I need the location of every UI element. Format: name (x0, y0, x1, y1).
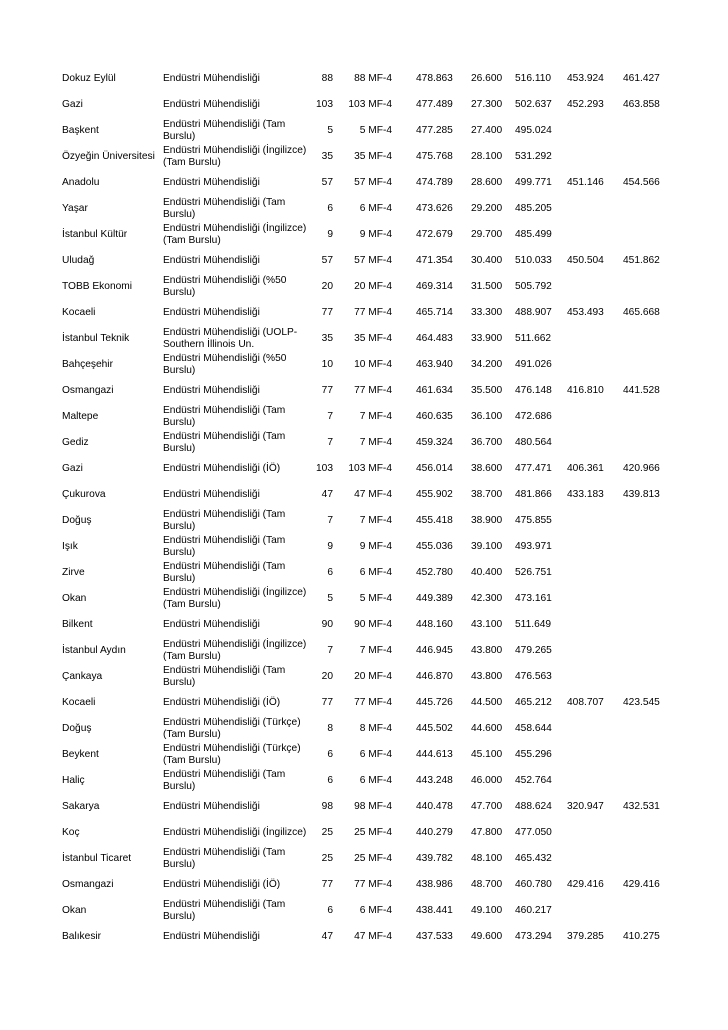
table-row (0, 794, 728, 820)
max-score-cell: 502.637 (515, 99, 552, 110)
table-row (0, 846, 728, 872)
max-score-cell: 476.563 (515, 671, 552, 682)
quota-cell: 6 (327, 905, 333, 916)
rank-cell: 43.800 (471, 645, 503, 656)
score-cell: 469.314 (416, 281, 453, 292)
quota-cell: 57 (321, 255, 333, 266)
score-b-cell: 465.668 (623, 307, 660, 318)
university-cell: Bahçeşehir (62, 359, 113, 370)
score-b-cell: 461.427 (623, 73, 660, 84)
score-b-cell: 441.528 (623, 385, 660, 396)
table-row (0, 560, 728, 586)
max-score-cell: 511.662 (515, 333, 552, 344)
quota-cell: 25 (321, 827, 333, 838)
university-cell: İstanbul Ticaret (62, 853, 132, 864)
score-b-cell: 420.966 (623, 463, 660, 474)
max-score-cell: 511.649 (515, 619, 552, 630)
program-cell: Endüstri Mühendisliği (Tam Burslu) (163, 509, 286, 532)
max-score-cell: 465.212 (515, 697, 552, 708)
rank-cell: 44.500 (471, 697, 503, 708)
score-b-cell: 454.566 (623, 177, 660, 188)
program-cell: Endüstri Mühendisliği (Tam Burslu) (163, 561, 286, 584)
quota-cell: 7 (327, 515, 333, 526)
max-score-cell: 493.971 (515, 541, 552, 552)
quota-type-cell: 9 MF-4 (359, 229, 392, 240)
program-cell: Endüstri Mühendisliği (Tam Burslu) (163, 119, 286, 142)
quota-type-cell: 57 MF-4 (354, 255, 392, 266)
program-cell: Endüstri Mühendisliği (163, 801, 260, 812)
max-score-cell: 452.764 (515, 775, 552, 786)
table-row (0, 274, 728, 300)
score-b-cell: 423.545 (623, 697, 660, 708)
quota-cell: 77 (321, 697, 333, 708)
quota-type-cell: 103 MF-4 (348, 463, 392, 474)
score-cell: 438.986 (416, 879, 453, 890)
rank-cell: 48.700 (471, 879, 503, 890)
university-cell: Balıkesir (62, 931, 102, 942)
quota-type-cell: 25 MF-4 (354, 853, 392, 864)
max-score-cell: 472.686 (515, 411, 552, 422)
quota-cell: 35 (321, 333, 333, 344)
program-cell: Endüstri Mühendisliği (Tam Burslu) (163, 197, 286, 220)
rank-cell: 36.100 (471, 411, 503, 422)
max-score-cell: 477.050 (515, 827, 552, 838)
university-cell: Osmangazi (62, 879, 114, 890)
score-cell: 446.870 (416, 671, 453, 682)
score-cell: 456.014 (416, 463, 453, 474)
max-score-cell: 458.644 (515, 723, 552, 734)
table-row (0, 118, 728, 144)
max-score-cell: 499.771 (515, 177, 552, 188)
table-row (0, 144, 728, 170)
quota-cell: 25 (321, 853, 333, 864)
program-cell: Endüstri Mühendisliği (Türkçe) (Tam Burslu) (163, 717, 301, 740)
table-row (0, 612, 728, 638)
score-b-cell: 432.531 (623, 801, 660, 812)
table-row (0, 456, 728, 482)
program-cell: Endüstri Mühendisliği (163, 73, 260, 84)
rank-cell: 38.600 (471, 463, 503, 474)
quota-type-cell: 77 MF-4 (354, 879, 392, 890)
rank-cell: 31.500 (471, 281, 503, 292)
quota-cell: 103 (316, 463, 333, 474)
university-cell: Zirve (62, 567, 85, 578)
score-b-cell: 439.813 (623, 489, 660, 500)
quota-cell: 7 (327, 411, 333, 422)
rank-cell: 43.800 (471, 671, 503, 682)
score-cell: 448.160 (416, 619, 453, 630)
quota-type-cell: 5 MF-4 (359, 593, 392, 604)
table-row (0, 300, 728, 326)
table-row (0, 508, 728, 534)
quota-type-cell: 20 MF-4 (354, 671, 392, 682)
university-cell: Kocaeli (62, 697, 96, 708)
program-cell: Endüstri Mühendisliği (UOLP-Southern İllinois Un. (163, 327, 298, 350)
university-cell: Beykent (62, 749, 99, 760)
max-score-cell: 510.033 (515, 255, 552, 266)
quota-type-cell: 57 MF-4 (354, 177, 392, 188)
rank-cell: 44.600 (471, 723, 503, 734)
university-cell: Osmangazi (62, 385, 114, 396)
table-row (0, 898, 728, 924)
table-row (0, 716, 728, 742)
table-row (0, 66, 728, 92)
table-row (0, 196, 728, 222)
program-cell: Endüstri Mühendisliği (Tam Burslu) (163, 405, 286, 428)
quota-type-cell: 98 MF-4 (354, 801, 392, 812)
max-score-cell: 526.751 (515, 567, 552, 578)
score-cell: 464.483 (416, 333, 453, 344)
score-cell: 439.782 (416, 853, 453, 864)
table-row (0, 248, 728, 274)
score-a-cell: 453.924 (567, 73, 604, 84)
table-row (0, 586, 728, 612)
table-row (0, 430, 728, 456)
rank-cell: 39.100 (471, 541, 503, 552)
program-cell: Endüstri Mühendisliği (163, 255, 260, 266)
program-cell: Endüstri Mühendisliği (Tam Burslu) (163, 665, 286, 688)
table-row (0, 378, 728, 404)
program-cell: Endüstri Mühendisliği (İngilizce) (Tam Burslu) (163, 223, 307, 246)
quota-type-cell: 90 MF-4 (354, 619, 392, 630)
score-cell: 444.613 (416, 749, 453, 760)
quota-cell: 9 (327, 229, 333, 240)
quota-type-cell: 103 MF-4 (348, 99, 392, 110)
quota-cell: 6 (327, 567, 333, 578)
quota-type-cell: 35 MF-4 (354, 151, 392, 162)
score-cell: 445.502 (416, 723, 453, 734)
score-cell: 472.679 (416, 229, 453, 240)
score-b-cell: 429.416 (623, 879, 660, 890)
score-a-cell: 451.146 (567, 177, 604, 188)
score-b-cell: 410.275 (623, 931, 660, 942)
university-cell: Koç (62, 827, 80, 838)
university-cell: Uludağ (62, 255, 95, 266)
score-a-cell: 453.493 (567, 307, 604, 318)
rank-cell: 38.900 (471, 515, 503, 526)
rank-cell: 38.700 (471, 489, 503, 500)
rank-cell: 49.600 (471, 931, 503, 942)
max-score-cell: 485.205 (515, 203, 552, 214)
score-cell: 452.780 (416, 567, 453, 578)
table-row (0, 482, 728, 508)
table-row (0, 222, 728, 248)
rank-cell: 28.600 (471, 177, 503, 188)
score-a-cell: 379.285 (567, 931, 604, 942)
max-score-cell: 476.148 (515, 385, 552, 396)
program-cell: Endüstri Mühendisliği (Tam Burslu) (163, 899, 286, 922)
quota-cell: 10 (321, 359, 333, 370)
quota-type-cell: 7 MF-4 (359, 411, 392, 422)
quota-cell: 98 (321, 801, 333, 812)
table-row (0, 664, 728, 690)
max-score-cell: 488.907 (515, 307, 552, 318)
quota-type-cell: 7 MF-4 (359, 515, 392, 526)
max-score-cell: 479.265 (515, 645, 552, 656)
program-cell: Endüstri Mühendisliği (163, 385, 260, 396)
program-cell: Endüstri Mühendisliği (Tam Burslu) (163, 431, 286, 454)
max-score-cell: 480.564 (515, 437, 552, 448)
quota-cell: 47 (321, 489, 333, 500)
rank-cell: 48.100 (471, 853, 503, 864)
rank-cell: 34.200 (471, 359, 503, 370)
university-cell: İstanbul Aydın (62, 645, 126, 656)
score-a-cell: 450.504 (567, 255, 604, 266)
score-cell: 471.354 (416, 255, 453, 266)
rank-cell: 36.700 (471, 437, 503, 448)
quota-cell: 35 (321, 151, 333, 162)
score-b-cell: 463.858 (623, 99, 660, 110)
table-row (0, 820, 728, 846)
score-cell: 474.789 (416, 177, 453, 188)
max-score-cell: 455.296 (515, 749, 552, 760)
rank-cell: 40.400 (471, 567, 503, 578)
university-cell: Doğuş (62, 515, 92, 526)
university-cell: Gazi (62, 463, 83, 474)
quota-cell: 8 (327, 723, 333, 734)
university-cell: Dokuz Eylül (62, 73, 116, 84)
score-a-cell: 433.183 (567, 489, 604, 500)
program-cell: Endüstri Mühendisliği (Türkçe) (Tam Burslu) (163, 743, 301, 766)
score-cell: 478.863 (416, 73, 453, 84)
program-cell: Endüstri Mühendisliği (163, 99, 260, 110)
score-cell: 449.389 (416, 593, 453, 604)
quota-cell: 77 (321, 385, 333, 396)
quota-cell: 6 (327, 749, 333, 760)
quota-type-cell: 10 MF-4 (354, 359, 392, 370)
quota-cell: 57 (321, 177, 333, 188)
table-row (0, 326, 728, 352)
quota-cell: 9 (327, 541, 333, 552)
table-row (0, 690, 728, 716)
max-score-cell: 485.499 (515, 229, 552, 240)
program-cell: Endüstri Mühendisliği (163, 177, 260, 188)
program-cell: Endüstri Mühendisliği (İngilizce) (163, 827, 307, 838)
program-cell: Endüstri Mühendisliği (İÖ) (163, 463, 281, 474)
program-cell: Endüstri Mühendisliği (İÖ) (163, 879, 281, 890)
university-cell: Işık (62, 541, 78, 552)
quota-type-cell: 7 MF-4 (359, 645, 392, 656)
table-row (0, 638, 728, 664)
quota-type-cell: 35 MF-4 (354, 333, 392, 344)
rank-cell: 49.100 (471, 905, 503, 916)
score-cell: 477.489 (416, 99, 453, 110)
program-cell: Endüstri Mühendisliği (Tam Burslu) (163, 769, 286, 792)
table-row (0, 924, 728, 950)
program-cell: Endüstri Mühendisliği (163, 489, 260, 500)
quota-type-cell: 88 MF-4 (354, 73, 392, 84)
quota-type-cell: 77 MF-4 (354, 697, 392, 708)
quota-cell: 88 (321, 73, 333, 84)
rank-cell: 29.200 (471, 203, 503, 214)
quota-type-cell: 6 MF-4 (359, 567, 392, 578)
score-cell: 440.478 (416, 801, 453, 812)
rank-cell: 43.100 (471, 619, 503, 630)
quota-type-cell: 8 MF-4 (359, 723, 392, 734)
max-score-cell: 491.026 (515, 359, 552, 370)
score-cell: 460.635 (416, 411, 453, 422)
quota-type-cell: 25 MF-4 (354, 827, 392, 838)
quota-type-cell: 47 MF-4 (354, 489, 392, 500)
table-row (0, 92, 728, 118)
program-cell: Endüstri Mühendisliği (Tam Burslu) (163, 535, 286, 558)
university-cell: Kocaeli (62, 307, 96, 318)
university-cell: Gediz (62, 437, 89, 448)
quota-cell: 90 (321, 619, 333, 630)
quota-cell: 103 (316, 99, 333, 110)
university-cell: Okan (62, 905, 87, 916)
quota-type-cell: 5 MF-4 (359, 125, 392, 136)
max-score-cell: 460.217 (515, 905, 552, 916)
rank-cell: 42.300 (471, 593, 503, 604)
rank-cell: 30.400 (471, 255, 503, 266)
quota-type-cell: 6 MF-4 (359, 905, 392, 916)
max-score-cell: 475.855 (515, 515, 552, 526)
quota-type-cell: 77 MF-4 (354, 307, 392, 318)
rank-cell: 27.300 (471, 99, 503, 110)
quota-type-cell: 6 MF-4 (359, 775, 392, 786)
score-cell: 455.902 (416, 489, 453, 500)
quota-cell: 7 (327, 645, 333, 656)
score-cell: 473.626 (416, 203, 453, 214)
rank-cell: 26.600 (471, 73, 503, 84)
program-cell: Endüstri Mühendisliği (Tam Burslu) (163, 847, 286, 870)
quota-type-cell: 47 MF-4 (354, 931, 392, 942)
quota-cell: 77 (321, 307, 333, 318)
score-a-cell: 416.810 (567, 385, 604, 396)
score-cell: 475.768 (416, 151, 453, 162)
table-row (0, 742, 728, 768)
quota-type-cell: 6 MF-4 (359, 203, 392, 214)
score-cell: 463.940 (416, 359, 453, 370)
score-b-cell: 451.862 (623, 255, 660, 266)
max-score-cell: 473.294 (515, 931, 552, 942)
program-cell: Endüstri Mühendisliği (163, 619, 260, 630)
score-cell: 461.634 (416, 385, 453, 396)
score-a-cell: 452.293 (567, 99, 604, 110)
program-cell: Endüstri Mühendisliği (İÖ) (163, 697, 281, 708)
university-cell: Okan (62, 593, 87, 604)
max-score-cell: 473.161 (515, 593, 552, 604)
score-cell: 438.441 (416, 905, 453, 916)
table-row (0, 352, 728, 378)
quota-type-cell: 77 MF-4 (354, 385, 392, 396)
university-cell: Bilkent (62, 619, 93, 630)
quota-cell: 5 (327, 125, 333, 136)
score-cell: 477.285 (416, 125, 453, 136)
program-cell: Endüstri Mühendisliği (163, 307, 260, 318)
quota-type-cell: 9 MF-4 (359, 541, 392, 552)
max-score-cell: 495.024 (515, 125, 552, 136)
score-cell: 459.324 (416, 437, 453, 448)
university-cell: İstanbul Kültür (62, 229, 128, 240)
rank-cell: 28.100 (471, 151, 503, 162)
score-cell: 440.279 (416, 827, 453, 838)
university-cell: Sakarya (62, 801, 100, 812)
university-cell: Gazi (62, 99, 83, 110)
university-cell: Yaşar (62, 203, 88, 214)
score-cell: 446.945 (416, 645, 453, 656)
score-a-cell: 320.947 (567, 801, 604, 812)
score-a-cell: 408.707 (567, 697, 604, 708)
rank-cell: 46.000 (471, 775, 503, 786)
max-score-cell: 488.624 (515, 801, 552, 812)
university-cell: Özyeğin Üniversitesi (62, 151, 155, 162)
quota-type-cell: 6 MF-4 (359, 749, 392, 760)
quota-cell: 6 (327, 203, 333, 214)
max-score-cell: 531.292 (515, 151, 552, 162)
rank-cell: 47.800 (471, 827, 503, 838)
score-cell: 443.248 (416, 775, 453, 786)
quota-cell: 5 (327, 593, 333, 604)
table-row (0, 872, 728, 898)
program-cell: Endüstri Mühendisliği (İngilizce) (Tam Burslu) (163, 587, 307, 610)
score-cell: 445.726 (416, 697, 453, 708)
quota-cell: 20 (321, 671, 333, 682)
rank-cell: 35.500 (471, 385, 503, 396)
university-cell: Anadolu (62, 177, 100, 188)
table-row (0, 534, 728, 560)
rank-cell: 33.900 (471, 333, 503, 344)
max-score-cell: 460.780 (515, 879, 552, 890)
university-cell: Doğuş (62, 723, 92, 734)
rank-cell: 45.100 (471, 749, 503, 760)
program-cell: Endüstri Mühendisliği (%50 Burslu) (163, 353, 287, 376)
table-row (0, 170, 728, 196)
program-cell: Endüstri Mühendisliği (163, 931, 260, 942)
university-cell: Çankaya (62, 671, 103, 682)
rank-cell: 47.700 (471, 801, 503, 812)
university-cell: Haliç (62, 775, 85, 786)
score-a-cell: 406.361 (567, 463, 604, 474)
quota-cell: 77 (321, 879, 333, 890)
table-row (0, 404, 728, 430)
university-cell: Çukurova (62, 489, 106, 500)
rank-cell: 27.400 (471, 125, 503, 136)
score-a-cell: 429.416 (567, 879, 604, 890)
rank-cell: 29.700 (471, 229, 503, 240)
quota-type-cell: 7 MF-4 (359, 437, 392, 448)
max-score-cell: 465.432 (515, 853, 552, 864)
university-cell: Başkent (62, 125, 99, 136)
program-cell: Endüstri Mühendisliği (İngilizce) (Tam Burslu) (163, 639, 307, 662)
program-cell: Endüstri Mühendisliği (%50 Burslu) (163, 275, 287, 298)
score-cell: 437.533 (416, 931, 453, 942)
quota-cell: 7 (327, 437, 333, 448)
score-cell: 465.714 (416, 307, 453, 318)
quota-cell: 47 (321, 931, 333, 942)
max-score-cell: 477.471 (515, 463, 552, 474)
university-cell: İstanbul Teknik (62, 333, 130, 344)
quota-cell: 6 (327, 775, 333, 786)
quota-type-cell: 20 MF-4 (354, 281, 392, 292)
rank-cell: 33.300 (471, 307, 503, 318)
university-cell: Maltepe (62, 411, 99, 422)
score-cell: 455.036 (416, 541, 453, 552)
max-score-cell: 481.866 (515, 489, 552, 500)
table-row (0, 768, 728, 794)
max-score-cell: 516.110 (515, 73, 552, 84)
program-cell: Endüstri Mühendisliği (İngilizce) (Tam Burslu) (163, 145, 307, 168)
university-cell: TOBB Ekonomi (62, 281, 133, 292)
score-cell: 455.418 (416, 515, 453, 526)
quota-cell: 20 (321, 281, 333, 292)
max-score-cell: 505.792 (515, 281, 552, 292)
